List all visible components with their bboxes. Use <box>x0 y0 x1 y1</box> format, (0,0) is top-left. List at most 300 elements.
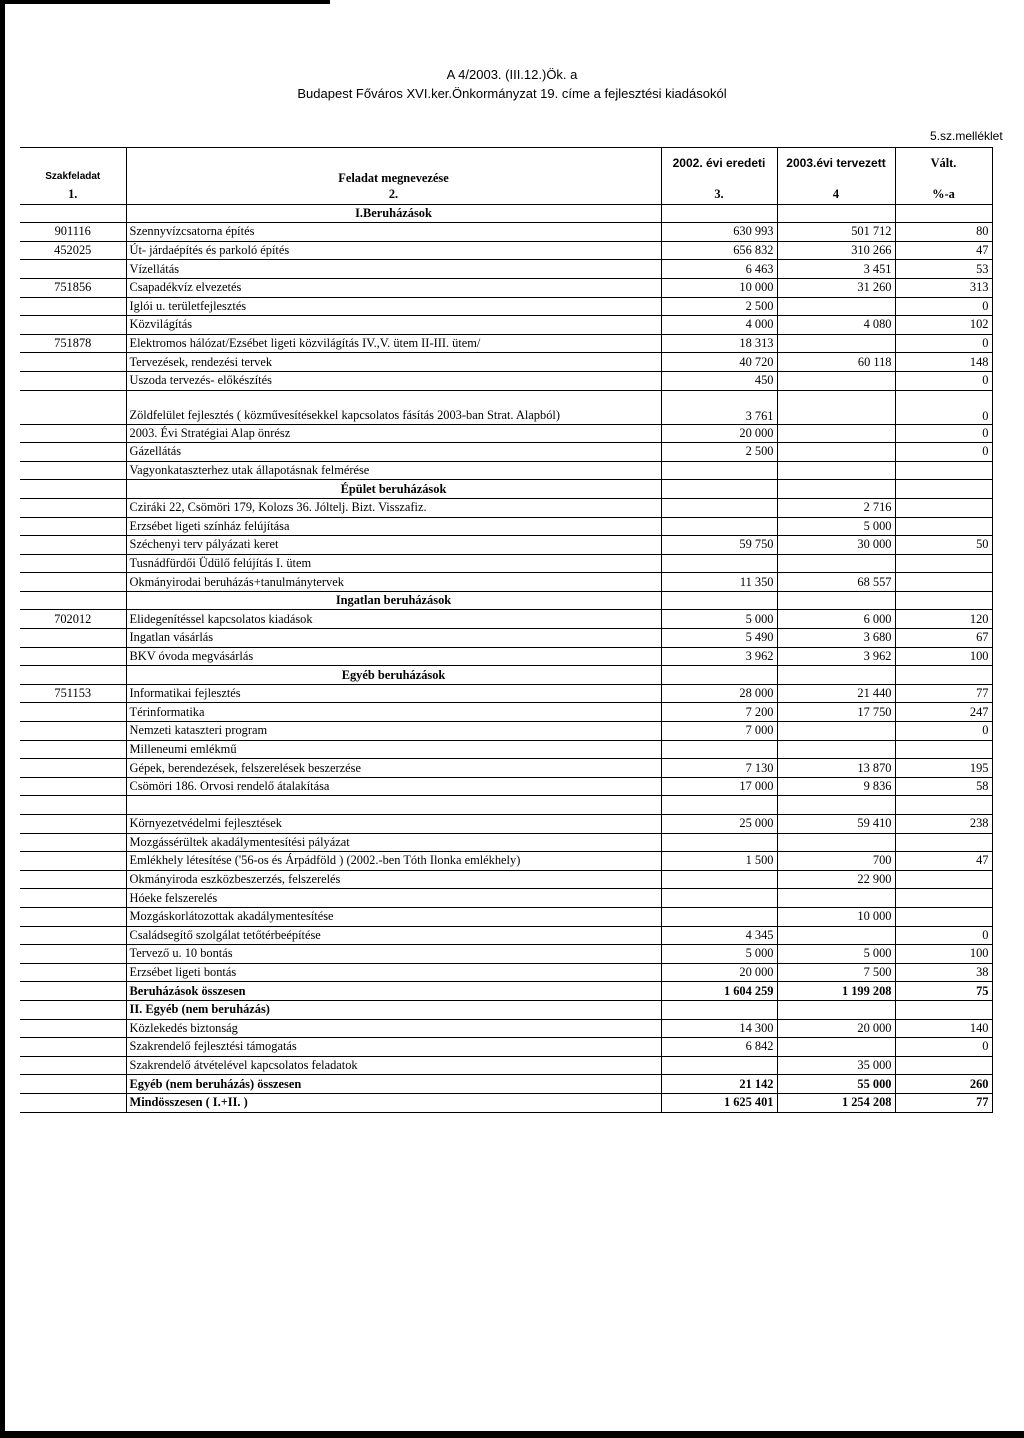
cell-2002-value: 5 490 <box>661 629 777 648</box>
cell-change-percent: 120 <box>895 610 992 629</box>
cell-szakfeladat <box>20 629 126 648</box>
table-row <box>20 907 992 926</box>
cell-feladat: Egyéb beruházások <box>126 666 661 685</box>
cell-2003-value: 31 260 <box>777 278 895 297</box>
table-row <box>20 647 992 666</box>
cell-feladat: Épület beruházások <box>126 480 661 499</box>
cell-2002-value <box>661 591 777 610</box>
subheader-col2: 2. <box>126 186 661 204</box>
cell-2003-value: 6 000 <box>777 610 895 629</box>
cell-2003-value <box>777 390 895 424</box>
table-row <box>20 461 992 480</box>
cell-szakfeladat <box>20 573 126 592</box>
cell-szakfeladat <box>20 371 126 390</box>
cell-change-percent: 67 <box>895 629 992 648</box>
cell-feladat: Tusnádfürdői Üdülő felújítás I. ütem <box>126 554 661 573</box>
document-title-line1: A 4/2003. (III.12.)Ök. a <box>446 67 578 82</box>
cell-feladat: Emlékhely létesítése ('56-os és Árpádföld ) (2002.-ben Tóth Ilonka emlékhely) <box>126 852 661 871</box>
cell-2003-value: 5 000 <box>777 945 895 964</box>
cell-szakfeladat <box>20 498 126 517</box>
header-feladat: Feladat megnevezése <box>126 148 661 187</box>
cell-2002-value: 40 720 <box>661 353 777 372</box>
cell-change-percent <box>895 204 992 223</box>
cell-change-percent: 75 <box>895 982 992 1001</box>
header-2002: 2002. évi eredeti <box>661 148 777 187</box>
table-row <box>20 223 992 242</box>
cell-2002-value <box>661 907 777 926</box>
cell-2003-value: 4 080 <box>777 316 895 335</box>
cell-2003-value: 22 900 <box>777 870 895 889</box>
cell-feladat: Csömöri 186. Orvosi rendelő átalakítása <box>126 777 661 796</box>
table-row <box>20 777 992 796</box>
table-row <box>20 554 992 573</box>
cell-feladat: Gépek, berendezések, felszerelések beszerzése <box>126 759 661 778</box>
table-row <box>20 684 992 703</box>
cell-szakfeladat <box>20 260 126 279</box>
cell-2003-value <box>777 204 895 223</box>
scan-edge-top <box>0 0 330 4</box>
cell-2002-value <box>661 480 777 499</box>
cell-change-percent <box>895 666 992 685</box>
cell-change-percent <box>895 740 992 759</box>
cell-feladat: Hóeke felszerelés <box>126 889 661 908</box>
cell-2003-value: 3 451 <box>777 260 895 279</box>
table-row <box>20 1093 992 1112</box>
cell-feladat: II. Egyéb (nem beruházás) <box>126 1000 661 1019</box>
cell-2002-value: 6 842 <box>661 1038 777 1057</box>
cell-2003-value <box>777 554 895 573</box>
cell-szakfeladat <box>20 316 126 335</box>
cell-2003-value: 3 962 <box>777 647 895 666</box>
cell-feladat: Informatikai fejlesztés <box>126 684 661 703</box>
cell-feladat: Gázellátás <box>126 443 661 462</box>
cell-szakfeladat <box>20 777 126 796</box>
cell-feladat: Környezetvédelmi fejlesztések <box>126 815 661 834</box>
cell-2002-value: 18 313 <box>661 334 777 353</box>
cell-feladat: Csapadékvíz elvezetés <box>126 278 661 297</box>
cell-szakfeladat <box>20 554 126 573</box>
cell-2003-value <box>777 297 895 316</box>
cell-change-percent: 47 <box>895 852 992 871</box>
cell-change-percent: 77 <box>895 684 992 703</box>
table-row <box>20 1038 992 1057</box>
cell-szakfeladat <box>20 963 126 982</box>
cell-2002-value: 6 463 <box>661 260 777 279</box>
cell-2003-value: 17 750 <box>777 703 895 722</box>
table-row <box>20 536 992 555</box>
cell-feladat: Egyéb (nem beruházás) összesen <box>126 1075 661 1094</box>
cell-feladat: Tervezések, rendezési tervek <box>126 353 661 372</box>
cell-2002-value: 2 500 <box>661 297 777 316</box>
cell-2003-value: 60 118 <box>777 353 895 372</box>
cell-change-percent: 195 <box>895 759 992 778</box>
cell-2003-value: 30 000 <box>777 536 895 555</box>
cell-feladat: I.Beruházások <box>126 204 661 223</box>
cell-feladat: Erzsébet ligeti bontás <box>126 963 661 982</box>
cell-feladat: Családsegítő szolgálat tetőtérbeépítése <box>126 926 661 945</box>
cell-feladat: Uszoda tervezés- előkészítés <box>126 371 661 390</box>
cell-2002-value: 3 761 <box>661 390 777 424</box>
cell-2002-value: 3 962 <box>661 647 777 666</box>
cell-change-percent <box>895 591 992 610</box>
cell-szakfeladat <box>20 1093 126 1112</box>
table-row <box>20 278 992 297</box>
cell-2003-value: 68 557 <box>777 573 895 592</box>
cell-2003-value <box>777 740 895 759</box>
cell-szakfeladat <box>20 740 126 759</box>
cell-change-percent: 77 <box>895 1093 992 1112</box>
cell-2002-value: 5 000 <box>661 610 777 629</box>
table-row <box>20 833 992 852</box>
cell-change-percent <box>895 498 992 517</box>
cell-feladat: Zöldfelület fejlesztés ( közművesítésekkel kapcsolatos fásítás 2003-ban Strat. Alapból) <box>126 390 661 424</box>
cell-2003-value: 7 500 <box>777 963 895 982</box>
cell-szakfeladat <box>20 536 126 555</box>
budget-table-body <box>20 148 992 1113</box>
cell-2002-value <box>661 204 777 223</box>
cell-2003-value <box>777 722 895 741</box>
cell-change-percent: 247 <box>895 703 992 722</box>
cell-feladat: Elidegenítéssel kapcsolatos kiadások <box>126 610 661 629</box>
cell-2002-value <box>661 1000 777 1019</box>
table-row <box>20 316 992 335</box>
table-row <box>20 945 992 964</box>
cell-feladat: Iglói u. területfejlesztés <box>126 297 661 316</box>
subheader-col1: 1. <box>68 187 78 202</box>
cell-2002-value: 450 <box>661 371 777 390</box>
cell-2003-value: 35 000 <box>777 1056 895 1075</box>
table-row <box>20 963 992 982</box>
cell-2003-value <box>777 1038 895 1057</box>
cell-szakfeladat <box>20 852 126 871</box>
cell-2002-value: 14 300 <box>661 1019 777 1038</box>
cell-change-percent: 0 <box>895 390 992 424</box>
cell-feladat: Ingatlan beruházások <box>126 591 661 610</box>
table-row <box>20 796 992 815</box>
cell-2003-value: 1 199 208 <box>777 982 895 1001</box>
cell-2002-value: 656 832 <box>661 241 777 260</box>
cell-2002-value: 5 000 <box>661 945 777 964</box>
cell-2002-value: 10 000 <box>661 278 777 297</box>
table-row <box>20 390 992 424</box>
table-row <box>20 371 992 390</box>
cell-2003-value: 21 440 <box>777 684 895 703</box>
cell-change-percent: 100 <box>895 647 992 666</box>
cell-2003-value: 1 254 208 <box>777 1093 895 1112</box>
cell-2002-value <box>661 1056 777 1075</box>
document-title-line2: Budapest Főváros XVI.ker.Önkormányzat 19. címe a fejlesztési kiadásokól <box>297 86 727 101</box>
table-row <box>20 852 992 871</box>
cell-2002-value: 17 000 <box>661 777 777 796</box>
cell-change-percent <box>895 1056 992 1075</box>
table-row <box>20 353 992 372</box>
cell-feladat: Mozgássérültek akadálymentesítési pályázat <box>126 833 661 852</box>
subheader-col3: 3. <box>661 186 777 204</box>
cell-2003-value <box>777 424 895 443</box>
cell-szakfeladat: 751856 <box>20 278 126 297</box>
cell-2002-value: 630 993 <box>661 223 777 242</box>
cell-szakfeladat <box>20 461 126 480</box>
table-row <box>20 517 992 536</box>
cell-szakfeladat <box>20 815 126 834</box>
cell-szakfeladat <box>20 424 126 443</box>
cell-szakfeladat <box>20 703 126 722</box>
cell-szakfeladat <box>20 591 126 610</box>
section-header-row <box>20 204 992 223</box>
cell-szakfeladat <box>20 666 126 685</box>
cell-szakfeladat <box>20 443 126 462</box>
cell-2003-value: 10 000 <box>777 907 895 926</box>
cell-feladat: 2003. Évi Stratégiai Alap önrész <box>126 424 661 443</box>
cell-change-percent: 100 <box>895 945 992 964</box>
table-row <box>20 610 992 629</box>
cell-change-percent <box>895 907 992 926</box>
cell-2002-value <box>661 833 777 852</box>
cell-szakfeladat <box>20 889 126 908</box>
cell-2003-value: 501 712 <box>777 223 895 242</box>
cell-2002-value: 1 604 259 <box>661 982 777 1001</box>
cell-szakfeladat <box>20 517 126 536</box>
cell-szakfeladat <box>20 982 126 1001</box>
cell-2003-value: 700 <box>777 852 895 871</box>
table-row <box>20 740 992 759</box>
cell-2003-value <box>777 371 895 390</box>
cell-2002-value: 28 000 <box>661 684 777 703</box>
cell-2003-value: 5 000 <box>777 517 895 536</box>
cell-2002-value <box>661 498 777 517</box>
table-row <box>20 926 992 945</box>
cell-szakfeladat <box>20 297 126 316</box>
cell-change-percent: 58 <box>895 777 992 796</box>
table-row <box>20 498 992 517</box>
cell-szakfeladat <box>20 1019 126 1038</box>
cell-2002-value <box>661 554 777 573</box>
scan-edge-bottom <box>0 1431 1024 1438</box>
cell-change-percent <box>895 889 992 908</box>
cell-2002-value <box>661 796 777 815</box>
cell-2002-value <box>661 740 777 759</box>
cell-2003-value <box>777 666 895 685</box>
cell-2002-value: 7 200 <box>661 703 777 722</box>
cell-change-percent: 148 <box>895 353 992 372</box>
table-subheader-row <box>20 186 992 204</box>
table-header-row <box>20 148 992 187</box>
cell-szakfeladat <box>20 870 126 889</box>
cell-feladat: Elektromos hálózat/Ezsébet ligeti közvilágítás IV.,V. ütem II-III. ütem/ <box>126 334 661 353</box>
cell-feladat: Okmányiroda eszközbeszerzés, felszerelés <box>126 870 661 889</box>
cell-szakfeladat: 901116 <box>20 223 126 242</box>
cell-2002-value: 7 000 <box>661 722 777 741</box>
cell-szakfeladat <box>20 722 126 741</box>
cell-feladat: Cziráki 22, Csömöri 179, Kolozs 36. Jóltelj. Bizt. Visszafiz. <box>126 498 661 517</box>
cell-2002-value: 1 625 401 <box>661 1093 777 1112</box>
scan-edge-left <box>0 0 5 1438</box>
table-row <box>20 982 992 1001</box>
cell-szakfeladat <box>20 759 126 778</box>
cell-2002-value: 25 000 <box>661 815 777 834</box>
cell-szakfeladat <box>20 833 126 852</box>
cell-change-percent: 238 <box>895 815 992 834</box>
cell-change-percent <box>895 833 992 852</box>
cell-change-percent: 50 <box>895 536 992 555</box>
cell-2002-value: 11 350 <box>661 573 777 592</box>
table-row <box>20 1075 992 1094</box>
section-header-row <box>20 591 992 610</box>
table-row <box>20 759 992 778</box>
cell-change-percent: 313 <box>895 278 992 297</box>
cell-change-percent <box>895 573 992 592</box>
cell-feladat: Ingatlan vásárlás <box>126 629 661 648</box>
cell-2002-value <box>661 461 777 480</box>
cell-2003-value <box>777 461 895 480</box>
cell-change-percent <box>895 796 992 815</box>
header-valt: Vált. <box>895 148 992 187</box>
header-szakfeladat: Szakfeladat <box>20 148 126 187</box>
cell-feladat: Okmányirodai beruházás+tanulmánytervek <box>126 573 661 592</box>
subheader-col5: %-a <box>895 186 992 204</box>
cell-2003-value: 3 680 <box>777 629 895 648</box>
cell-2003-value: 55 000 <box>777 1075 895 1094</box>
cell-2002-value: 4 345 <box>661 926 777 945</box>
cell-2003-value: 2 716 <box>777 498 895 517</box>
cell-feladat: Közlekedés biztonság <box>126 1019 661 1038</box>
table-row <box>20 889 992 908</box>
cell-change-percent <box>895 554 992 573</box>
cell-change-percent <box>895 1000 992 1019</box>
table-row <box>20 815 992 834</box>
cell-feladat: Vagyonkataszterhez utak állapotásnak felmérése <box>126 461 661 480</box>
table-row <box>20 443 992 462</box>
cell-2002-value: 7 130 <box>661 759 777 778</box>
table-row <box>20 1056 992 1075</box>
cell-feladat: Vízellátás <box>126 260 661 279</box>
budget-table <box>20 147 993 1113</box>
cell-feladat: Szennyvízcsatorna építés <box>126 223 661 242</box>
cell-feladat: Tervező u. 10 bontás <box>126 945 661 964</box>
cell-szakfeladat <box>20 647 126 666</box>
cell-2003-value: 20 000 <box>777 1019 895 1038</box>
table-row <box>20 870 992 889</box>
cell-szakfeladat: 751878 <box>20 334 126 353</box>
cell-szakfeladat <box>20 353 126 372</box>
table-row <box>20 1000 992 1019</box>
cell-change-percent <box>895 480 992 499</box>
cell-2002-value <box>661 889 777 908</box>
cell-change-percent: 0 <box>895 371 992 390</box>
cell-change-percent: 0 <box>895 424 992 443</box>
cell-change-percent <box>895 461 992 480</box>
header-2003: 2003.évi tervezett <box>777 148 895 187</box>
cell-change-percent: 0 <box>895 443 992 462</box>
cell-feladat: Mindösszesen ( I.+II. ) <box>126 1093 661 1112</box>
cell-2002-value: 1 500 <box>661 852 777 871</box>
cell-feladat: Széchenyi terv pályázati keret <box>126 536 661 555</box>
cell-change-percent: 260 <box>895 1075 992 1094</box>
table-row <box>20 573 992 592</box>
cell-change-percent: 0 <box>895 1038 992 1057</box>
cell-2003-value <box>777 480 895 499</box>
table-row <box>20 260 992 279</box>
cell-change-percent: 80 <box>895 223 992 242</box>
cell-2002-value <box>661 517 777 536</box>
table-row <box>20 629 992 648</box>
cell-feladat <box>126 796 661 815</box>
cell-change-percent: 53 <box>895 260 992 279</box>
cell-change-percent <box>895 870 992 889</box>
cell-change-percent: 47 <box>895 241 992 260</box>
cell-szakfeladat <box>20 390 126 424</box>
cell-2003-value: 59 410 <box>777 815 895 834</box>
table-row <box>20 334 992 353</box>
cell-2002-value: 59 750 <box>661 536 777 555</box>
table-row <box>20 297 992 316</box>
cell-feladat: Milleneumi emlékmű <box>126 740 661 759</box>
cell-szakfeladat: 751153 <box>20 684 126 703</box>
cell-szakfeladat <box>20 945 126 964</box>
cell-szakfeladat: 702012 <box>20 610 126 629</box>
table-row <box>20 722 992 741</box>
cell-change-percent: 0 <box>895 334 992 353</box>
cell-change-percent: 102 <box>895 316 992 335</box>
section-header-row <box>20 666 992 685</box>
cell-feladat: Erzsébet ligeti színház felújítása <box>126 517 661 536</box>
section-header-row <box>20 480 992 499</box>
cell-2002-value: 20 000 <box>661 424 777 443</box>
cell-2003-value <box>777 591 895 610</box>
cell-2003-value <box>777 833 895 852</box>
cell-szakfeladat <box>20 204 126 223</box>
cell-change-percent: 38 <box>895 963 992 982</box>
cell-2002-value <box>661 666 777 685</box>
table-row <box>20 703 992 722</box>
cell-change-percent: 140 <box>895 1019 992 1038</box>
table-row <box>20 424 992 443</box>
cell-2003-value <box>777 796 895 815</box>
cell-feladat: Út- járdaépítés és parkoló építés <box>126 241 661 260</box>
cell-feladat: BKV óvoda megvásárlás <box>126 647 661 666</box>
cell-change-percent <box>895 517 992 536</box>
cell-feladat: Mozgáskorlátozottak akadálymentesítése <box>126 907 661 926</box>
cell-2002-value: 2 500 <box>661 443 777 462</box>
cell-szakfeladat <box>20 1056 126 1075</box>
cell-szakfeladat <box>20 1038 126 1057</box>
cell-2003-value: 9 836 <box>777 777 895 796</box>
cell-change-percent: 0 <box>895 722 992 741</box>
cell-2003-value <box>777 334 895 353</box>
cell-feladat: Térinformatika <box>126 703 661 722</box>
cell-feladat: Beruházások összesen <box>126 982 661 1001</box>
subheader-col4: 4 <box>777 186 895 204</box>
cell-change-percent: 0 <box>895 297 992 316</box>
cell-2003-value: 13 870 <box>777 759 895 778</box>
cell-feladat: Közvilágítás <box>126 316 661 335</box>
table-row <box>20 241 992 260</box>
cell-szakfeladat <box>20 796 126 815</box>
cell-2003-value <box>777 1000 895 1019</box>
cell-2003-value <box>777 443 895 462</box>
cell-2002-value: 4 000 <box>661 316 777 335</box>
cell-2002-value: 21 142 <box>661 1075 777 1094</box>
cell-szakfeladat <box>20 1075 126 1094</box>
cell-szakfeladat <box>20 926 126 945</box>
cell-feladat: Nemzeti kataszteri program <box>126 722 661 741</box>
cell-szakfeladat <box>20 1000 126 1019</box>
cell-2003-value <box>777 926 895 945</box>
cell-szakfeladat <box>20 480 126 499</box>
cell-2002-value: 20 000 <box>661 963 777 982</box>
appendix-label: 5.sz.melléklet <box>930 129 1003 143</box>
cell-2002-value <box>661 870 777 889</box>
